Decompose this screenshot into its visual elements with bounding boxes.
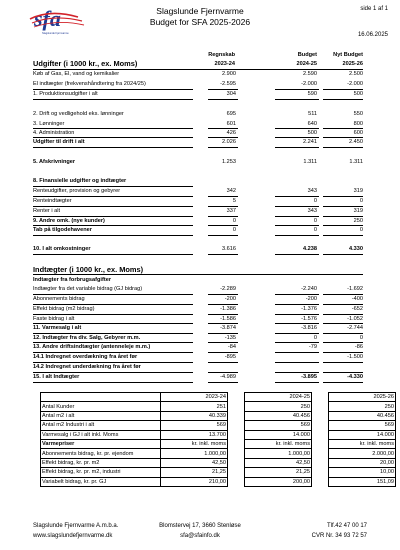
- income-row: Effekt bidrag (m2 bidrag) -1.386 -1.376 -652: [33, 306, 363, 312]
- footer-website-link[interactable]: www.slagslundefjernvarme.dk: [33, 533, 113, 539]
- table-header-row: 2023-24 2024-25 2025-26: [41, 393, 396, 402]
- income-total-row: 15. I alt Indtægter -4.989 -3.895 -4.330: [33, 374, 363, 380]
- income-title: Indtægter (i 1000 kr., ex. Moms): [33, 265, 144, 274]
- footer-right: [312, 521, 367, 541]
- col2-year: 2024-25: [296, 61, 317, 67]
- expense-total-row: 10. I alt omkostninger 3.616 4.238 4.330: [33, 246, 363, 252]
- income-row: Abonnements bidrag -200 -200 -400: [33, 296, 363, 302]
- income-row: Faste bidrag i alt -1.586 -1.576 -1.052: [33, 316, 363, 322]
- table-row: Effekt bidrag, kr. pr. m2, industri 21,25 21,25 10,00: [42, 469, 394, 476]
- expense-row: 4. Administration 426 500 600: [33, 130, 363, 136]
- expense-row: Køb af Gas, El, vand og kemikalier 2.900 2.590 2.500: [33, 71, 363, 77]
- expense-row: 2. Drift og vedligehold eks. lønninger 695 511 550: [33, 111, 363, 117]
- expense-row: Renteindtægter 5 0 0: [33, 198, 363, 204]
- expense-row: 3. Lønninger 601 640 800: [33, 121, 363, 127]
- table-row: Abonnements bidrag, kr. pr. ejendom 1.000,00 1.000,00 2.000,00: [42, 450, 394, 457]
- table-row: Varmesalg i GJ i alt inkl. Moms 13.700 14.000 14.000: [42, 431, 394, 438]
- page-number: side 1 af 1: [360, 6, 388, 12]
- income-row: Indtægter fra det variable bidrag (GJ bidrag) -2.289 -2.240 -1.692: [33, 286, 363, 292]
- income-row: 13. Andre driftsindtægter (antenneleje m.m.) -84 -79 -86: [33, 344, 363, 350]
- footer-company-name: Slagslunde Fjernvarme A.m.b.a.: [33, 523, 119, 529]
- col1-year: 2023-24: [214, 61, 235, 67]
- logo-tagline: Slagslunde Fjernvarme: [42, 32, 69, 35]
- expense-row: 1. Produktionsudgifter i alt 304 590 500: [33, 91, 363, 97]
- expense-row: 9. Andre omk. (nye kunder) 0 0 250: [33, 218, 363, 224]
- income-row: Indtægter fra forbrugsafgifter: [33, 277, 112, 283]
- expense-row: 5. Afskrivninger 1.253 1.311 1.311: [33, 159, 363, 165]
- expense-row: Tab på tilgodehavener 0 0 0: [33, 227, 363, 233]
- svg-text:sfa: sfa: [34, 6, 61, 31]
- document-date: 16.06.2025: [357, 32, 388, 38]
- expense-row: Renter i alt 337 343 319: [33, 208, 363, 214]
- company-title: Slagslunde Fjernvarme: [156, 6, 244, 16]
- budget-title: Budget for SFA 2025-2026: [149, 17, 251, 27]
- footer-phone: Tlf.42 47 00 17: [326, 523, 367, 529]
- footer-cvr: CVR Nr. 34 93 72 57: [311, 533, 367, 539]
- table-row: Antal Kunder 251 250 250: [42, 403, 394, 410]
- income-row: 11. Varmesalg i alt -3.874 -3.816 -2.744: [33, 325, 363, 331]
- income-row: 12. Indtægter fra div. Salg, Gebyrer m.m. -135 0 0: [33, 335, 363, 341]
- table-row: Antal m2 i alt 40.339 40.456 40.456: [42, 412, 394, 419]
- table-row: Varmepriser kr. inkl. moms kr. inkl. moms kr. inkl. moms: [42, 441, 394, 448]
- table-row: Variabelt bidrag, kr. pr. GJ 210,00 200,00 151,09: [42, 478, 394, 485]
- statistics-table: [40, 392, 396, 487]
- col3-header: Nyt Budget: [333, 52, 363, 58]
- expenses-title: Udgifter (i 1000 kr., ex. Moms): [33, 59, 138, 68]
- col3-year: 2025-26: [342, 61, 363, 67]
- table-row: Antal m2 Industri i alt 569 569 569: [42, 422, 394, 429]
- col2-header: Budget: [297, 52, 317, 58]
- footer-address: Blomstervej 17, 3660 Stenløse: [159, 523, 241, 529]
- expense-row: Renteudgifter, provision og gebyrer 342 343 319: [33, 188, 363, 194]
- col1-header: Regnskab: [208, 52, 235, 58]
- expense-row: El indtægter (frekvenshåndtering fra 2024/25) -2.595 -2.000 -2.000: [33, 81, 363, 87]
- income-row: 14.1 Indregnet overdækning fra året før -895 -1.500: [33, 354, 363, 360]
- expense-subtotal-row: Udgifter til drift i alt 2.026 2.241 2.450: [33, 139, 363, 145]
- expense-row: 8. Finansielle udgifter og indtægter: [33, 178, 127, 184]
- footer-email-link[interactable]: sfa@sfainfo.dk: [180, 533, 220, 539]
- table-row: Effekt bidrag, kr. pr. m2 42,50 42,50 20,00: [42, 459, 394, 466]
- income-row: 14.2 Indregnet underdækning fra året før: [33, 364, 141, 370]
